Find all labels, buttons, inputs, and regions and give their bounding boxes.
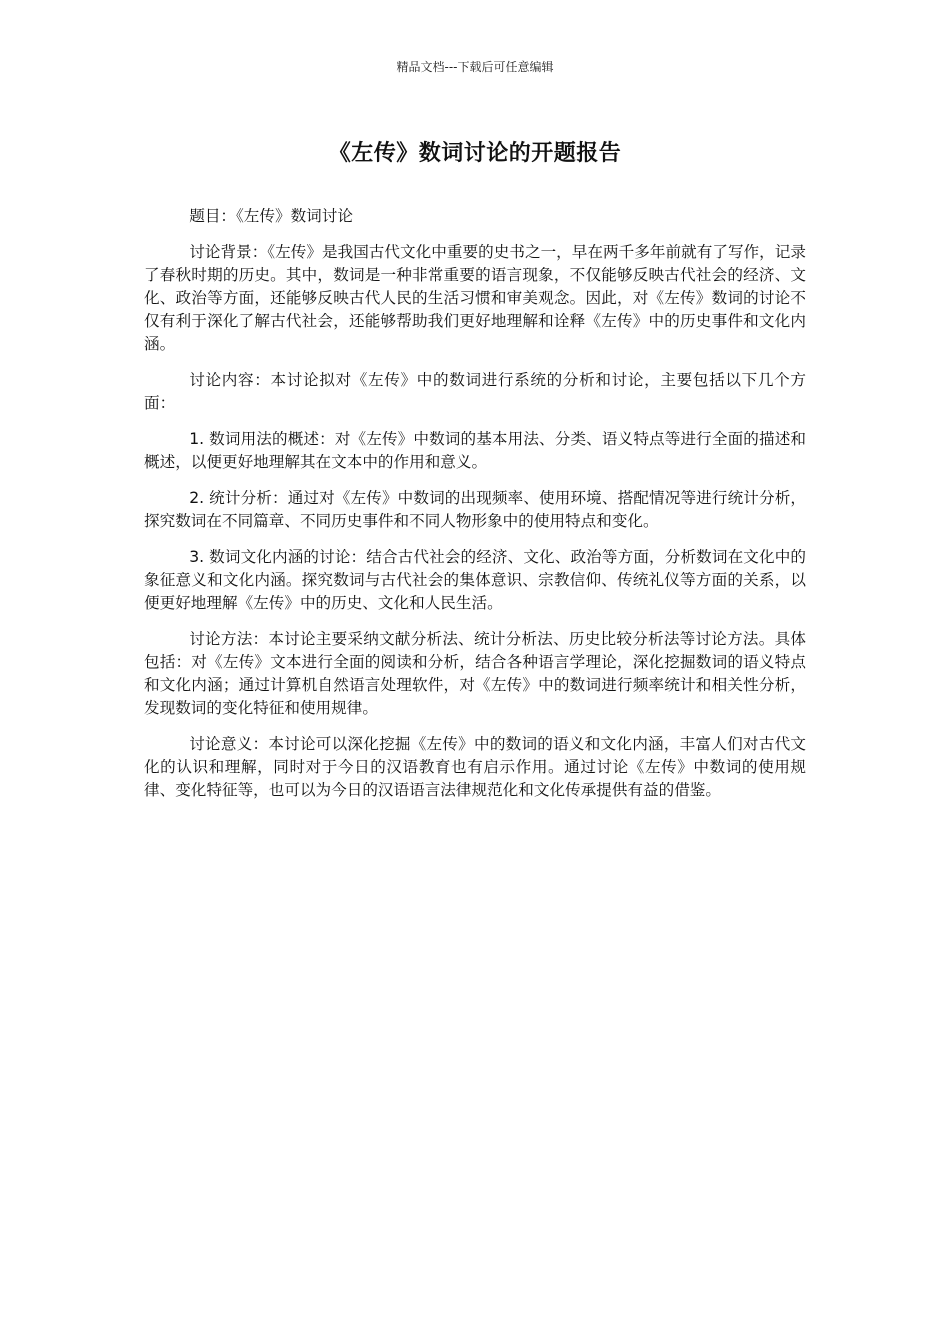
paragraph-background: 讨论背景：《左传》是我国古代文化中重要的史书之一，早在两千多年前就有了写作，记录了春秋时期的历史。其中，数词是一种非常重要的语言现象，不仅能够反映古代社会的经济、文化、政治等方面，还能够反映古代人民的生活习惯和审美观念。因此，对《左传》数词的讨论不仅有利于深化了解古代社会，还能够帮助我们更好地理解和诠释《左传》中的历史事件和文化内涵。 bbox=[144, 243, 806, 353]
paragraph-topic: 题目：《左传》数词讨论 bbox=[189, 207, 353, 225]
paragraph-item-3: 3. 数词文化内涵的讨论：结合古代社会的经济、文化、政治等方面，分析数词在文化中的象征意义和文化内涵。探究数词与古代社会的集体意识、宗教信仰、传统礼仪等方面的关系，以便更好地理解《左传》中的历史、文化和人民生活。 bbox=[144, 548, 806, 612]
header-note: 精品文档---下载后可任意编辑 bbox=[396, 60, 554, 74]
paragraph-item-1: 1. 数词用法的概述：对《左传》中数词的基本用法、分类、语义特点等进行全面的描述和概述，以便更好地理解其在文本中的作用和意义。 bbox=[144, 430, 806, 471]
document-body bbox=[144, 205, 806, 815]
paragraph-item-2: 2. 统计分析：通过对《左传》中数词的出现频率、使用环境、搭配情况等进行统计分析，探究数词在不同篇章、不同历史事件和不同人物形象中的使用特点和变化。 bbox=[144, 489, 806, 530]
paragraph-methods: 讨论方法：本讨论主要采纳文献分析法、统计分析法、历史比较分析法等讨论方法。具体包括：对《左传》文本进行全面的阅读和分析，结合各种语言学理论，深化挖掘数词的语义特点和文化内涵；通过计算机自然语言处理软件，对《左传》中的数词进行频率统计和相关性分析，发现数词的变化特征和使用规律。 bbox=[144, 630, 806, 717]
paragraph-significance: 讨论意义：本讨论可以深化挖掘《左传》中的数词的语义和文化内涵，丰富人们对古代文化的认识和理解，同时对于今日的汉语教育也有启示作用。通过讨论《左传》中数词的使用规律、变化特征等，也可以为今日的汉语语言法律规范化和文化传承提供有益的借鉴。 bbox=[144, 735, 806, 799]
document-title: 《左传》数词讨论的开题报告 bbox=[328, 141, 622, 166]
paragraph-content: 讨论内容：本讨论拟对《左传》中的数词进行系统的分析和讨论，主要包括以下几个方面： bbox=[144, 371, 806, 412]
